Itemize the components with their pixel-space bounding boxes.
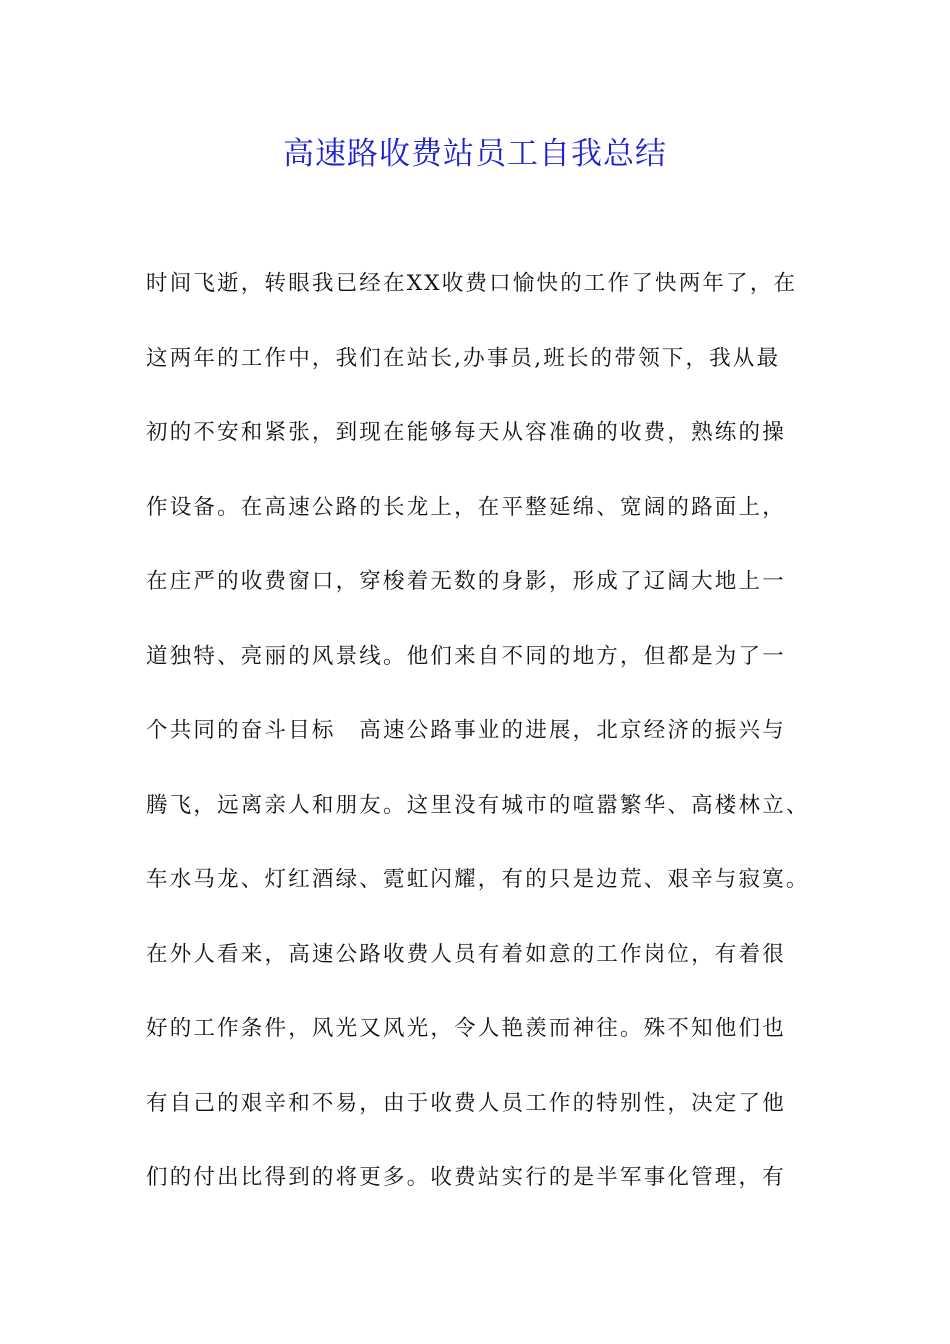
body-line: 车水马龙、灯红酒绿、霓虹闪耀，有的只是边荒、艰辛与寂寞。 — [146, 867, 810, 892]
body-line: 道独特、亮丽的风景线。他们来自不同的地方，但都是为了一 — [146, 643, 786, 669]
document-body — [146, 262, 846, 1231]
document-title: 高速路收费站员工自我总结 — [283, 136, 667, 172]
body-line: 腾飞，远离亲人和朋友。这里没有城市的喧嚣繁华、高楼林立、 — [146, 792, 810, 818]
body-line: 个共同的奋斗目标 高速公路事业的进展，北京经济的振兴与 — [146, 718, 786, 743]
body-line: 这两年的工作中，我们在站长,办事员,班长的带领下，我从最 — [146, 345, 781, 371]
body-line: 作设备。在高速公路的长龙上，在平整延绵、宽阔的路面上， — [146, 494, 786, 520]
body-line: 在庄严的收费窗口，穿梭着无数的身影，形成了辽阔大地上一 — [146, 569, 786, 594]
body-line: 初的不安和紧张，到现在能够每天从容准确的收费，熟练的操 — [146, 420, 786, 445]
body-line: 在外人看来，高速公路收费人员有着如意的工作岗位，有着很 — [146, 941, 786, 967]
body-line: 好的工作条件，风光又风光，令人艳羡而神往。殊不知他们也 — [146, 1016, 786, 1041]
body-line: 们的付出比得到的将更多。收费站实行的是半军事化管理，有 — [146, 1165, 786, 1190]
body-line: 时间飞逝，转眼我已经在XX收费口愉快的工作了快两年了，在 — [146, 271, 798, 296]
body-line: 有自己的艰辛和不易，由于收费人员工作的特别性，决定了他 — [146, 1090, 786, 1116]
